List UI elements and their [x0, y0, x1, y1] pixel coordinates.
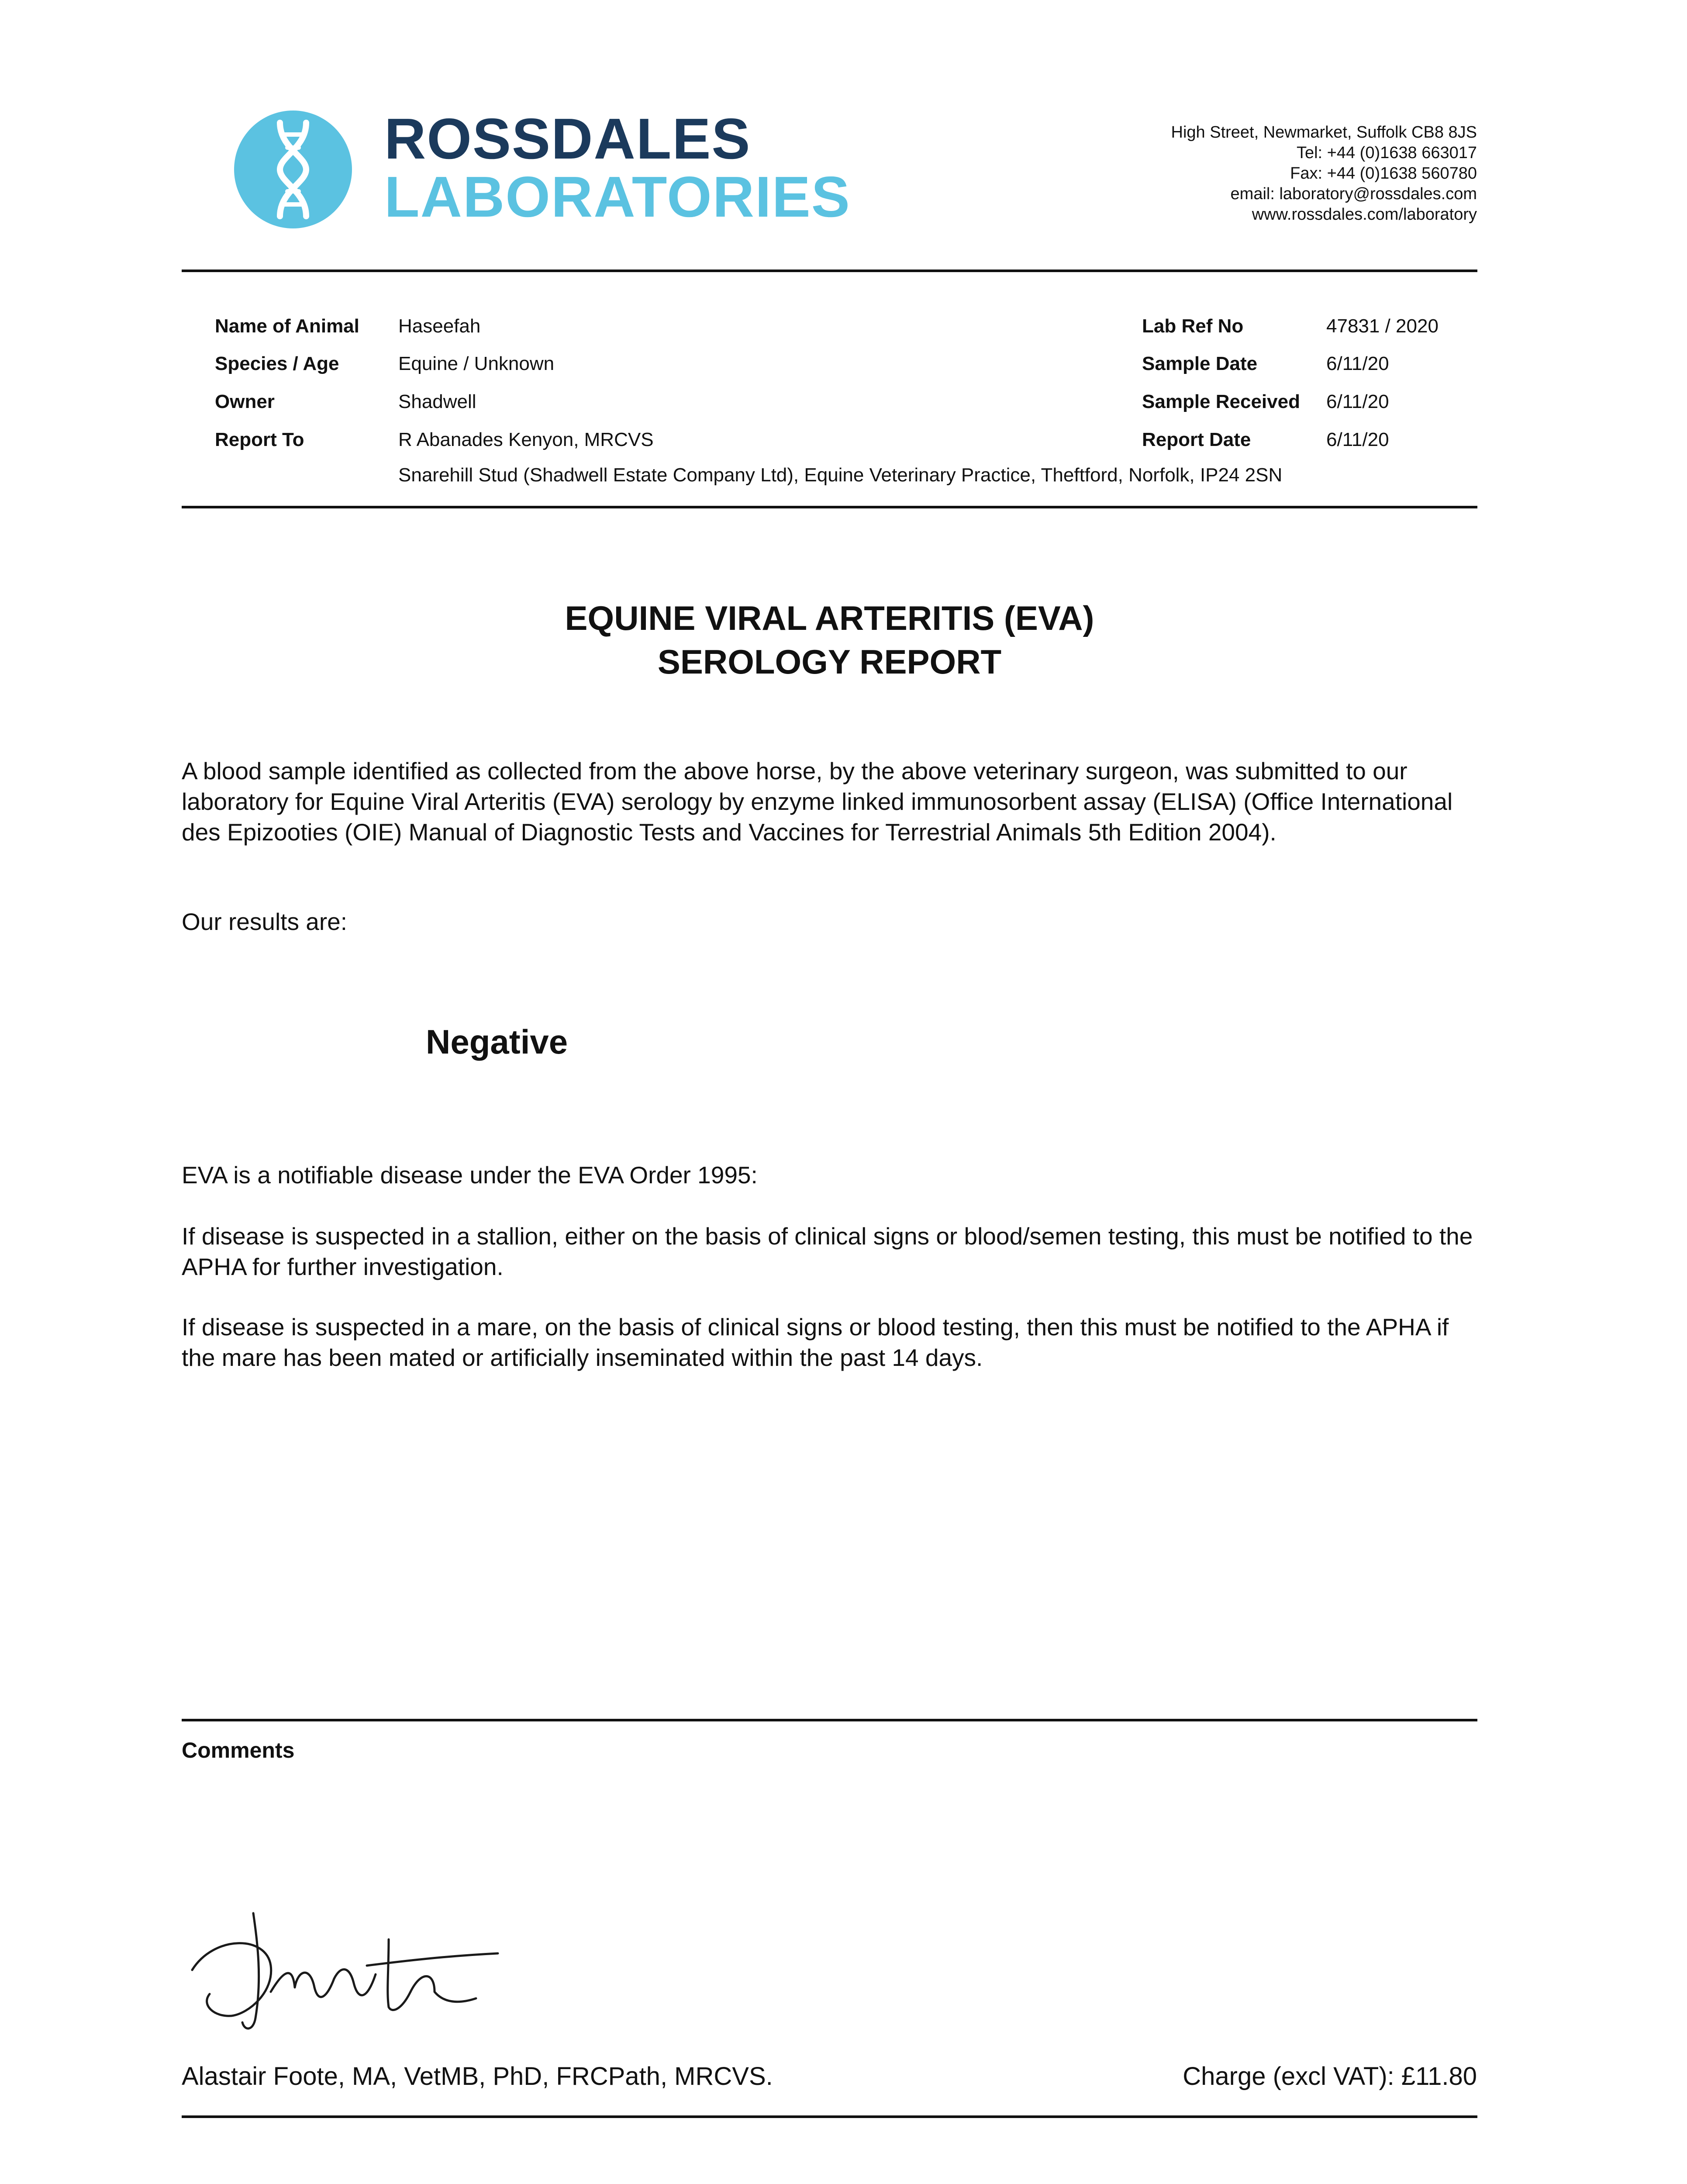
signatory-name: Alastair Foote, MA, VetMB, PhD, FRCPath, MRCVS. [182, 2062, 773, 2091]
species-age-value: Equine / Unknown [398, 353, 555, 374]
report-title-line1: EQUINE VIRAL ARTERITIS (EVA) [565, 599, 1094, 637]
report-date-label: Report Date [1142, 429, 1251, 450]
sample-received-label: Sample Received [1142, 391, 1300, 412]
charge-amount: Charge (excl VAT): £11.80 [1183, 2062, 1477, 2091]
info-divider [182, 506, 1477, 508]
report-to-value: R Abanades Kenyon, MRCVS [398, 429, 654, 450]
name-of-animal-label: Name of Animal [215, 315, 359, 337]
header-divider [182, 270, 1477, 272]
report-to-label: Report To [215, 429, 304, 450]
brand-name-line2: LABORATORIES [384, 165, 851, 229]
intro-paragraph: A blood sample identified as collected from the above horse, by the above veterinary surgeon, was submitted to our laboratory for Equine Viral Arteritis (EVA) serology by enzyme linked immunosorbent assay (ELISA) (Office International des Epizooties (OIE) Manual of Diagnostic Tests and Vaccines for Terrestrial Animals 5th Edition 2004). [182, 757, 1453, 846]
brand-name-line1: ROSSDALES [384, 107, 751, 171]
lab-ref-value: 47831 / 2020 [1326, 315, 1439, 337]
lab-ref-label: Lab Ref No [1142, 315, 1244, 337]
comments-divider [182, 1719, 1477, 1721]
contact-block [1171, 122, 1477, 225]
contact-address: High Street, Newmarket, Suffolk CB8 8JS [1171, 123, 1477, 142]
mare-note: If disease is suspected in a mare, on the basis of clinical signs or blood testing, then this must be notified to the APHA if the mare has been mated or artificially inseminated within the past 14 days. [182, 1313, 1449, 1371]
report-to-address: Snarehill Stud (Shadwell Estate Company Ltd), Equine Veterinary Practice, Theftford, Norfolk, IP24 2SN [398, 464, 1283, 486]
name-of-animal-value: Haseefah [398, 315, 481, 337]
contact-tel: Tel: +44 (0)1638 663017 [1296, 144, 1477, 162]
sample-date-label: Sample Date [1142, 353, 1258, 374]
signature-image [183, 1904, 524, 2040]
contact-web: www.rossdales.com/laboratory [1252, 205, 1477, 224]
owner-label: Owner [215, 391, 275, 412]
stallion-note: If disease is suspected in a stallion, either on the basis of clinical signs or blood/semen testing, this must be notified to the APHA for further investigation. [182, 1223, 1473, 1280]
owner-value: Shadwell [398, 391, 476, 412]
comments-label: Comments [182, 1738, 295, 1762]
species-age-label: Species / Age [215, 353, 339, 374]
sample-received-value: 6/11/20 [1326, 391, 1389, 412]
dna-logo-icon [234, 111, 352, 228]
contact-email: email: laboratory@rossdales.com [1230, 185, 1477, 203]
contact-fax: Fax: +44 (0)1638 560780 [1290, 164, 1477, 183]
footer-divider [182, 2115, 1477, 2118]
notifiable-statement: EVA is a notifiable disease under the EVA Order 1995: [182, 1161, 758, 1189]
result-value: Negative [426, 1023, 568, 1061]
report-date-value: 6/11/20 [1326, 429, 1389, 450]
sample-date-value: 6/11/20 [1326, 353, 1389, 374]
report-title-line2: SEROLOGY REPORT [657, 643, 1002, 681]
results-lead: Our results are: [182, 908, 348, 935]
